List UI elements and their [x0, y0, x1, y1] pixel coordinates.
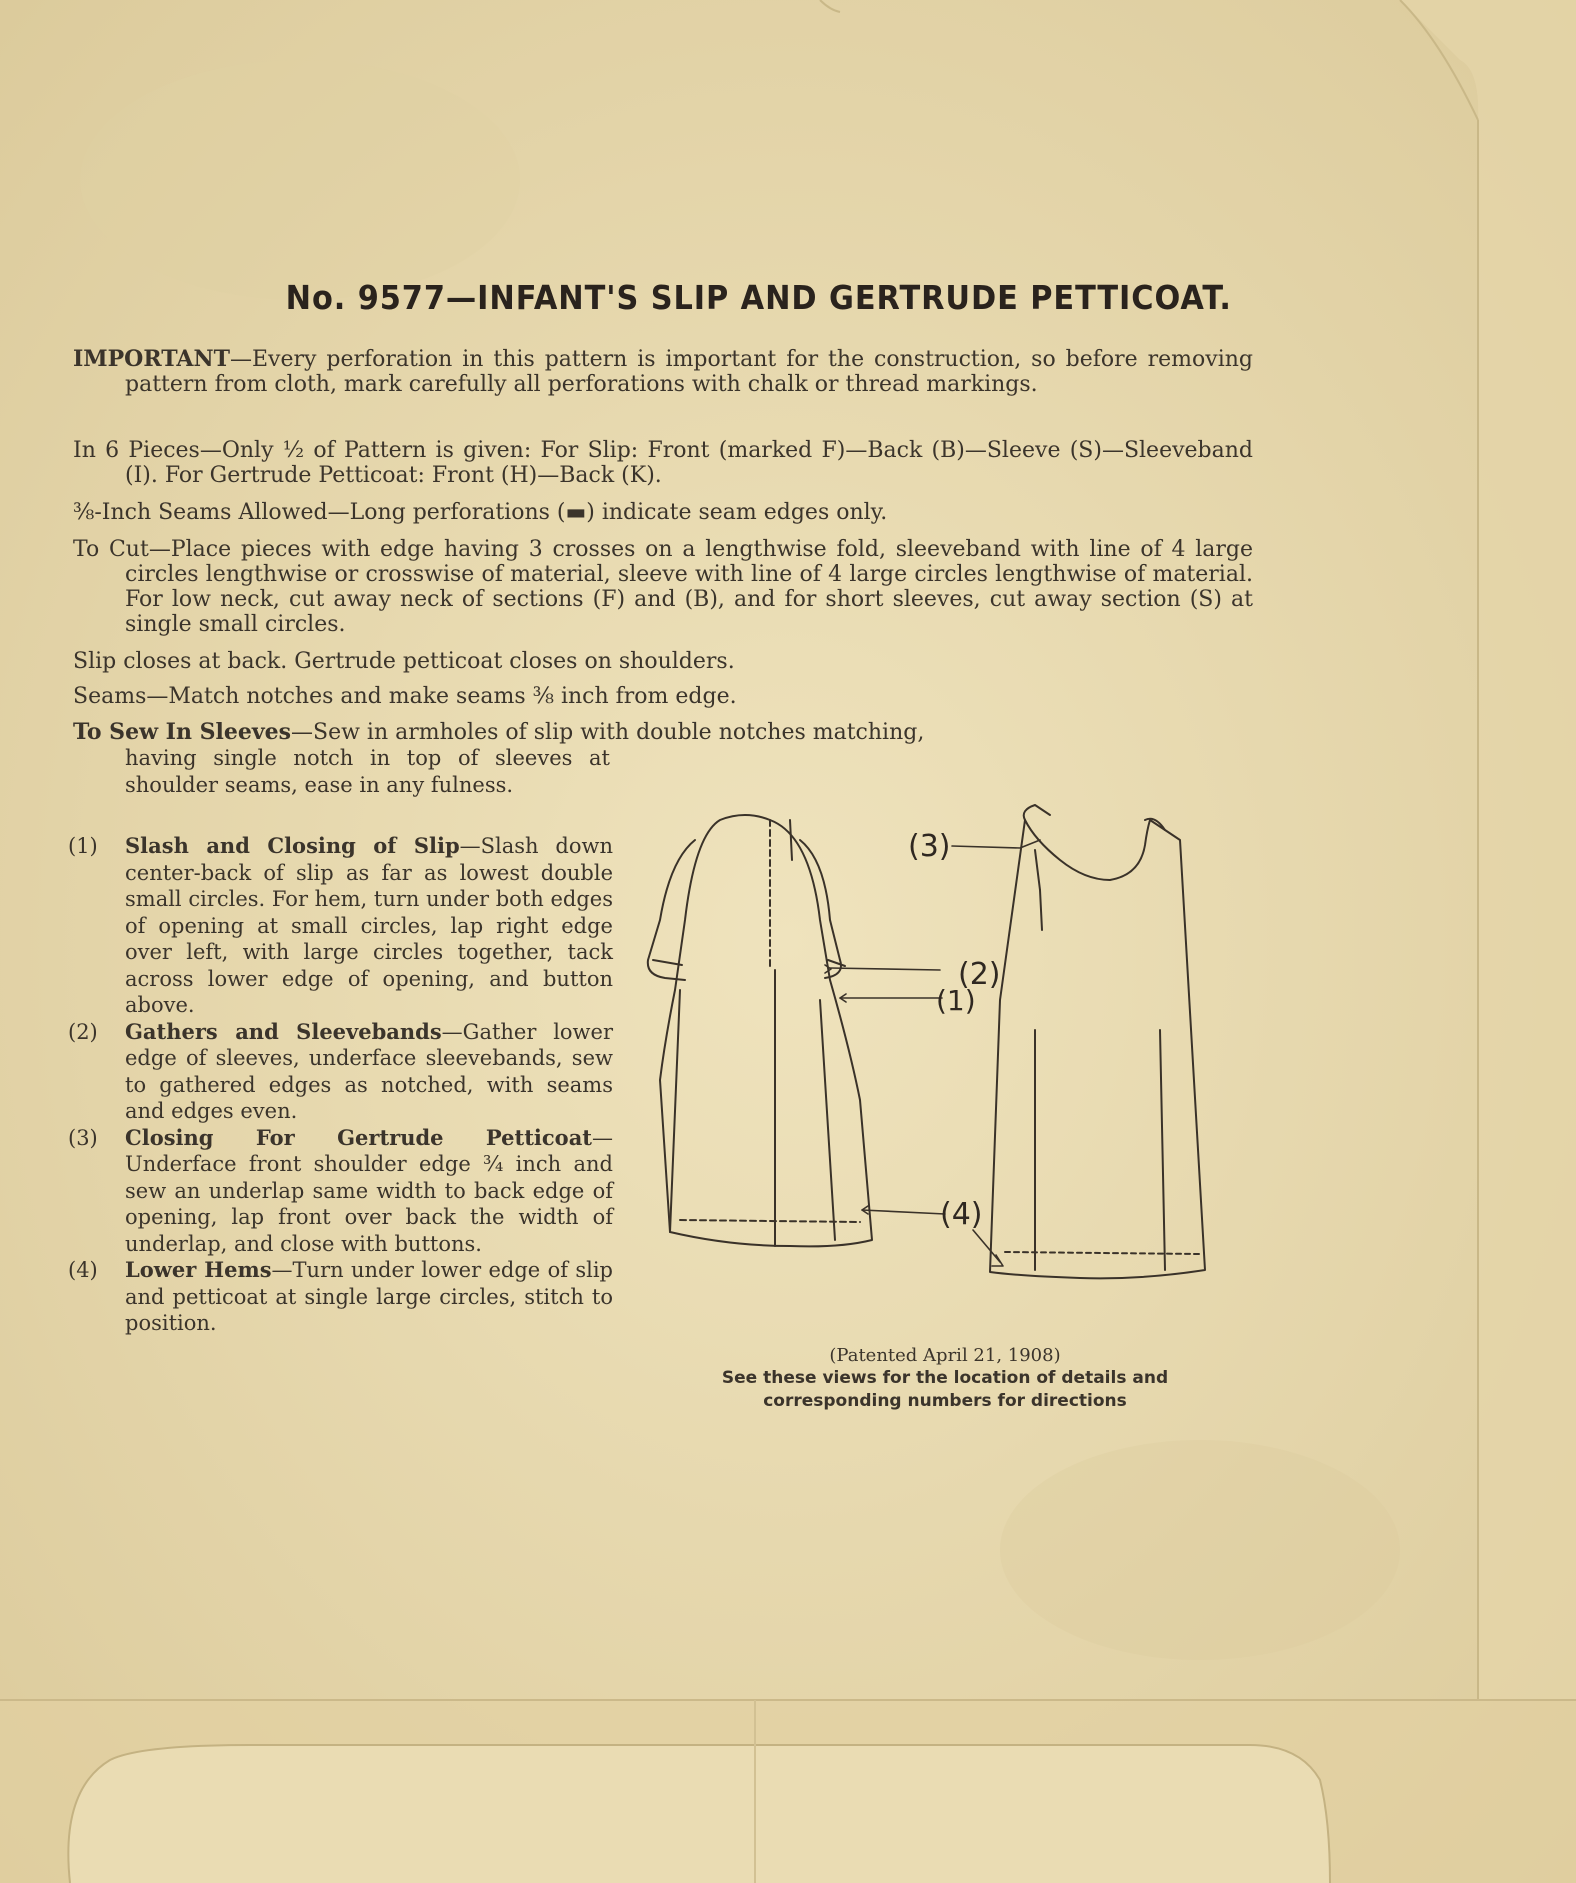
pattern-title: No. 9577—INFANT'S SLIP AND GERTRUDE PETTICOAT.: [285, 278, 1232, 317]
step-4: [68, 1257, 613, 1337]
caption-line-2: corresponding numbers for directions: [763, 1391, 1127, 1411]
step-1: [68, 833, 613, 1019]
sew-sleeves-paragraph: [73, 720, 1253, 745]
seams-lead: ⅜-Inch Seams Allowed: [73, 500, 328, 525]
seams2-lead: Seams: [73, 684, 147, 709]
step-text: —Gather lower edge of sleeves, underface sleevebands, sew to gathered edges as notched, with seams and edges even.: [125, 1019, 613, 1123]
step-number: (1): [68, 834, 98, 858]
step-lead: Lower Hems: [125, 1257, 272, 1282]
important-paragraph: [73, 347, 1253, 397]
petticoat-outline: [990, 820, 1205, 1278]
slip-sleeve-left: [648, 840, 695, 980]
important-text: —Every perforation in this pattern is important for the construction, so before removing pattern from cloth, mark carefully all perforations with chalk or thread markings.: [125, 347, 1253, 397]
cut-lead: To Cut: [73, 537, 149, 562]
slip-outline: [660, 815, 872, 1246]
step-number: (3): [68, 1125, 98, 1150]
step-text: —Slash down center-back of slip as far as lowest double small circles. For hem, turn under both edges of opening at small circles, lap right edge over left, with large circles together, tack across lower edge of opening, and button above.: [125, 834, 613, 1017]
callout-2: (2): [958, 957, 1001, 992]
petticoat-neck: [1024, 805, 1050, 820]
callout-4: (4): [940, 1197, 983, 1232]
step-number: (4): [68, 1258, 98, 1282]
step-2: [68, 1019, 613, 1125]
pieces-text: —Only ½ of Pattern is given: For Slip: Front (marked F)—Back (B)—Sleeve (S)—Sleeveband (I). For Gertrude Petticoat: Front (H)—Back (K).: [125, 438, 1253, 488]
step-lead: Slash and Closing of Slip: [125, 833, 460, 858]
patent-note: (Patented April 21, 1908): [829, 1345, 1061, 1366]
sew-text-a: —Sew in armholes of slip with double notches matching,: [291, 720, 925, 745]
garment-illustration: [640, 800, 1260, 1340]
seams-paragraph: [73, 684, 1253, 709]
pieces-paragraph: [73, 438, 1253, 488]
closes-text: Slip closes at back. Gertrude petticoat closes on shoulders.: [73, 649, 735, 674]
sew-sleeves-continuation: having single notch in top of sleeves at shoulder seams, ease in any fulness.: [125, 746, 610, 797]
step-text: —Underface front shoulder edge ¾ inch and sew an underlap same width to back edge of opening, lap front over back the width of underlap, and close with buttons.: [125, 1125, 613, 1256]
step-lead: Gathers and Sleevebands: [125, 1018, 442, 1044]
seams-text: —Long perforations (▬) indicate seam edges only.: [327, 500, 888, 525]
seams-allowed-paragraph: [73, 500, 1253, 525]
numbered-steps: [68, 833, 613, 1337]
seams2-text: —Match notches and make seams ⅜ inch from edge.: [146, 684, 737, 709]
step-number: (2): [68, 1019, 98, 1044]
step-3: [68, 1125, 613, 1258]
pieces-lead: In 6 Pieces: [73, 438, 200, 463]
to-cut-paragraph: [73, 537, 1253, 637]
caption-line-1: See these views for the location of details and: [721, 1368, 1169, 1388]
callout-3: (3): [908, 829, 951, 864]
important-lead: IMPORTANT: [73, 346, 230, 372]
sew-lead: To Sew In Sleeves: [73, 719, 292, 745]
step-text: —Turn under lower edge of slip and petticoat at single large circles, stitch to position.: [125, 1258, 613, 1335]
callout-1: (1): [936, 984, 976, 1017]
step-lead: Closing For Gertrude Petticoat: [125, 1124, 592, 1150]
cut-text: —Place pieces with edge having 3 crosses on a lengthwise fold, sleeveband with line of 4 large circles lengthwise or crosswise of material, sleeve with line of 4 large circles lengthwise of material. For low neck, cut away neck of sections (F) and (B), and for short sleeves, cut away section (S) at single small circles.: [125, 537, 1254, 637]
figure-caption: [640, 1344, 1250, 1413]
closes-paragraph: [73, 649, 1253, 674]
